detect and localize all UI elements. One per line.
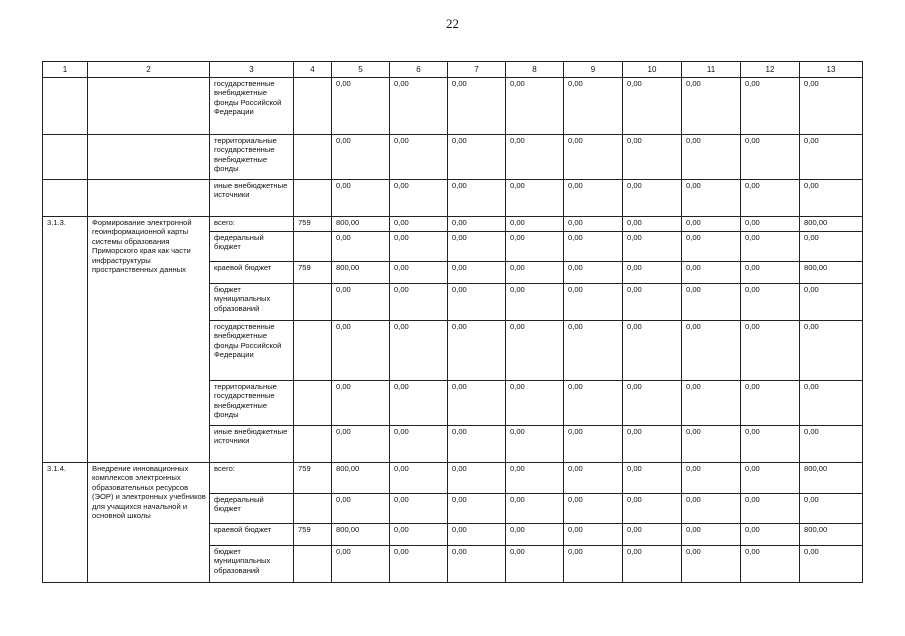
- value-cell: 0,00: [506, 524, 564, 546]
- value-cell: 0,00: [506, 232, 564, 262]
- value-cell: 0,00: [800, 321, 863, 381]
- value-cell: 0,00: [390, 135, 448, 180]
- funding-source-cell: иные внебюджетные источники: [210, 180, 294, 217]
- value-cell: 0,00: [741, 321, 800, 381]
- value-cell: 0,00: [741, 463, 800, 494]
- item-name-cell: [88, 180, 210, 217]
- value-cell: 0,00: [506, 463, 564, 494]
- value-cell: 0,00: [332, 180, 390, 217]
- value-cell: 0,00: [623, 262, 682, 284]
- value-cell: 0,00: [682, 321, 741, 381]
- column-header: 4: [294, 62, 332, 78]
- funding-source-cell: территориальные государственные внебюджетные фонды: [210, 135, 294, 180]
- value-cell: 0,00: [506, 381, 564, 426]
- value-cell: 0,00: [390, 217, 448, 232]
- value-cell: 0,00: [741, 546, 800, 583]
- budget-code-cell: 759: [294, 524, 332, 546]
- value-cell: 0,00: [448, 135, 506, 180]
- value-cell: 0,00: [564, 284, 623, 321]
- value-cell: 0,00: [623, 321, 682, 381]
- column-header: 11: [682, 62, 741, 78]
- value-cell: 0,00: [682, 180, 741, 217]
- value-cell: 0,00: [332, 78, 390, 135]
- value-cell: 0,00: [800, 381, 863, 426]
- value-cell: 0,00: [332, 232, 390, 262]
- column-header: 12: [741, 62, 800, 78]
- funding-source-cell: иные внебюджетные источники: [210, 426, 294, 463]
- item-name-cell: [88, 135, 210, 180]
- column-header: 6: [390, 62, 448, 78]
- value-cell: 0,00: [741, 135, 800, 180]
- table-row: [43, 463, 863, 494]
- value-cell: 800,00: [332, 463, 390, 494]
- value-cell: 0,00: [390, 180, 448, 217]
- value-cell: 0,00: [800, 232, 863, 262]
- value-cell: 0,00: [390, 463, 448, 494]
- value-cell: 0,00: [800, 135, 863, 180]
- value-cell: 800,00: [800, 262, 863, 284]
- value-cell: 800,00: [800, 217, 863, 232]
- funding-source-cell: территориальные государственные внебюджетные фонды: [210, 381, 294, 426]
- budget-code-cell: [294, 321, 332, 381]
- value-cell: 0,00: [741, 262, 800, 284]
- value-cell: 0,00: [741, 284, 800, 321]
- value-cell: 0,00: [564, 463, 623, 494]
- funding-source-cell: краевой бюджет: [210, 524, 294, 546]
- funding-source-cell: бюджет муниципальных образований: [210, 546, 294, 583]
- value-cell: 0,00: [741, 524, 800, 546]
- value-cell: 0,00: [623, 284, 682, 321]
- value-cell: 0,00: [682, 426, 741, 463]
- table-row: [43, 180, 863, 217]
- value-cell: 0,00: [332, 426, 390, 463]
- value-cell: 0,00: [682, 494, 741, 524]
- value-cell: 0,00: [741, 217, 800, 232]
- value-cell: 0,00: [390, 381, 448, 426]
- value-cell: 0,00: [741, 381, 800, 426]
- table-row: [43, 217, 863, 232]
- value-cell: 0,00: [390, 546, 448, 583]
- value-cell: 0,00: [623, 217, 682, 232]
- budget-code-cell: 759: [294, 463, 332, 494]
- budget-code-cell: [294, 78, 332, 135]
- value-cell: 0,00: [682, 546, 741, 583]
- budget-code-cell: [294, 284, 332, 321]
- value-cell: 0,00: [448, 78, 506, 135]
- table-row: [43, 135, 863, 180]
- budget-code-cell: [294, 135, 332, 180]
- funding-source-cell: федеральный бюджет: [210, 494, 294, 524]
- value-cell: 0,00: [506, 135, 564, 180]
- funding-source-cell: всего:: [210, 463, 294, 494]
- value-cell: 0,00: [448, 232, 506, 262]
- value-cell: 800,00: [332, 217, 390, 232]
- value-cell: 0,00: [741, 78, 800, 135]
- value-cell: 0,00: [800, 494, 863, 524]
- value-cell: 0,00: [564, 524, 623, 546]
- budget-code-cell: 759: [294, 262, 332, 284]
- item-name-cell: Внедрение инновационных комплексов электронных образовательных ресурсов (ЭОР) и электронных учебников для учащихся начальной и основной школы: [88, 463, 210, 583]
- value-cell: 0,00: [623, 180, 682, 217]
- value-cell: 0,00: [506, 262, 564, 284]
- value-cell: 0,00: [800, 546, 863, 583]
- value-cell: 0,00: [332, 381, 390, 426]
- value-cell: 0,00: [564, 494, 623, 524]
- value-cell: 0,00: [682, 381, 741, 426]
- value-cell: 0,00: [332, 135, 390, 180]
- value-cell: 0,00: [506, 217, 564, 232]
- value-cell: 0,00: [564, 262, 623, 284]
- column-header: 13: [800, 62, 863, 78]
- value-cell: 0,00: [506, 180, 564, 217]
- column-header: 10: [623, 62, 682, 78]
- value-cell: 0,00: [332, 546, 390, 583]
- value-cell: 0,00: [564, 135, 623, 180]
- value-cell: 0,00: [448, 426, 506, 463]
- value-cell: 0,00: [564, 546, 623, 583]
- budget-code-cell: [294, 232, 332, 262]
- value-cell: 0,00: [623, 463, 682, 494]
- funding-source-cell: федеральный бюджет: [210, 232, 294, 262]
- value-cell: 0,00: [390, 321, 448, 381]
- table-row: [43, 78, 863, 135]
- value-cell: 0,00: [448, 262, 506, 284]
- value-cell: 0,00: [800, 426, 863, 463]
- value-cell: 0,00: [390, 494, 448, 524]
- value-cell: 0,00: [506, 321, 564, 381]
- value-cell: 0,00: [448, 494, 506, 524]
- item-number-cell: [43, 180, 88, 217]
- budget-code-cell: 759: [294, 217, 332, 232]
- budget-code-cell: [294, 494, 332, 524]
- funding-source-cell: краевой бюджет: [210, 262, 294, 284]
- value-cell: 0,00: [564, 321, 623, 381]
- value-cell: 0,00: [623, 135, 682, 180]
- column-header: 7: [448, 62, 506, 78]
- item-number-cell: 3.1.3.: [43, 217, 88, 463]
- column-header: 1: [43, 62, 88, 78]
- value-cell: 0,00: [564, 217, 623, 232]
- value-cell: 0,00: [800, 180, 863, 217]
- funding-source-cell: государственные внебюджетные фонды Российской Федерации: [210, 78, 294, 135]
- value-cell: 0,00: [682, 463, 741, 494]
- value-cell: 0,00: [682, 262, 741, 284]
- value-cell: 0,00: [448, 180, 506, 217]
- value-cell: 0,00: [448, 463, 506, 494]
- value-cell: 0,00: [506, 426, 564, 463]
- budget-code-cell: [294, 180, 332, 217]
- value-cell: 0,00: [506, 78, 564, 135]
- value-cell: 0,00: [741, 180, 800, 217]
- item-name-cell: Формирование электронной геоинформационной карты системы образования Приморского края как части инфраструктуры пространственных данных: [88, 217, 210, 463]
- value-cell: 800,00: [332, 524, 390, 546]
- value-cell: 0,00: [623, 78, 682, 135]
- value-cell: 0,00: [623, 494, 682, 524]
- funding-source-cell: государственные внебюджетные фонды Российской Федерации: [210, 321, 294, 381]
- value-cell: 0,00: [506, 284, 564, 321]
- value-cell: 0,00: [800, 78, 863, 135]
- budget-code-cell: [294, 546, 332, 583]
- value-cell: 0,00: [564, 180, 623, 217]
- value-cell: 0,00: [682, 78, 741, 135]
- value-cell: 0,00: [741, 494, 800, 524]
- value-cell: 0,00: [564, 232, 623, 262]
- value-cell: 0,00: [682, 232, 741, 262]
- table-header-row: [43, 62, 863, 78]
- value-cell: 0,00: [682, 284, 741, 321]
- value-cell: 0,00: [390, 524, 448, 546]
- value-cell: 0,00: [623, 426, 682, 463]
- value-cell: 0,00: [741, 232, 800, 262]
- value-cell: 0,00: [564, 78, 623, 135]
- value-cell: 0,00: [506, 494, 564, 524]
- value-cell: 0,00: [332, 494, 390, 524]
- value-cell: 0,00: [800, 284, 863, 321]
- value-cell: 0,00: [506, 546, 564, 583]
- value-cell: 0,00: [448, 524, 506, 546]
- value-cell: 0,00: [623, 546, 682, 583]
- budget-code-cell: [294, 381, 332, 426]
- value-cell: 0,00: [448, 321, 506, 381]
- value-cell: 0,00: [390, 232, 448, 262]
- column-header: 9: [564, 62, 623, 78]
- value-cell: 0,00: [623, 524, 682, 546]
- value-cell: 0,00: [448, 546, 506, 583]
- item-number-cell: [43, 135, 88, 180]
- value-cell: 0,00: [564, 381, 623, 426]
- value-cell: 800,00: [332, 262, 390, 284]
- value-cell: 0,00: [623, 232, 682, 262]
- funding-source-cell: всего:: [210, 217, 294, 232]
- item-number-cell: [43, 78, 88, 135]
- budget-code-cell: [294, 426, 332, 463]
- value-cell: 0,00: [682, 217, 741, 232]
- page-number: 22: [446, 16, 459, 31]
- item-name-cell: [88, 78, 210, 135]
- value-cell: 0,00: [623, 381, 682, 426]
- column-header: 8: [506, 62, 564, 78]
- value-cell: 0,00: [332, 284, 390, 321]
- budget-table: [42, 61, 863, 583]
- value-cell: 0,00: [741, 426, 800, 463]
- value-cell: 0,00: [390, 78, 448, 135]
- value-cell: 0,00: [390, 262, 448, 284]
- column-header: 2: [88, 62, 210, 78]
- value-cell: 0,00: [390, 426, 448, 463]
- value-cell: 0,00: [682, 135, 741, 180]
- value-cell: 0,00: [448, 284, 506, 321]
- value-cell: 800,00: [800, 463, 863, 494]
- column-header: 3: [210, 62, 294, 78]
- value-cell: 0,00: [682, 524, 741, 546]
- value-cell: 0,00: [332, 321, 390, 381]
- value-cell: 0,00: [390, 284, 448, 321]
- column-header: 5: [332, 62, 390, 78]
- funding-source-cell: бюджет муниципальных образований: [210, 284, 294, 321]
- value-cell: 800,00: [800, 524, 863, 546]
- value-cell: 0,00: [448, 217, 506, 232]
- value-cell: 0,00: [448, 381, 506, 426]
- item-number-cell: 3.1.4.: [43, 463, 88, 583]
- value-cell: 0,00: [564, 426, 623, 463]
